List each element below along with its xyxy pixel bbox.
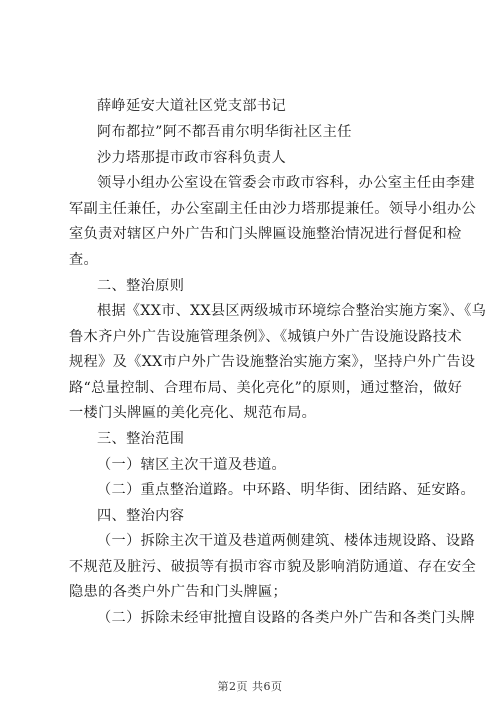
text-line: （二）拆除未经审批擅自设路的各类户外广告和各类门头牌 [97, 610, 475, 626]
text-line: 领导小组办公室设在管委会市政市容科，办公室主任由李建 [97, 175, 475, 191]
text-line: （一）辖区主次干道及巷道。 [97, 457, 286, 473]
text-line: 查。 [69, 252, 99, 268]
text-line: 阿布都拉”阿不都吾甫尔明华街社区主任 [97, 124, 352, 140]
section-heading: 四、整治内容 [97, 508, 185, 524]
text-line: 隐患的各类户外广告和门头牌匾； [69, 584, 288, 600]
text-line: （一）拆除主次干道及巷道两侧建筑、楼体违规设路、设路 [97, 533, 475, 549]
text-line: 根据《XX市、XX县区两级城市环境综合整治实施方案》、《乌 [97, 303, 487, 319]
text-line: 路“总量控制、合理布局、美化亮化”的原则，通过整治，做好 [69, 380, 463, 396]
text-line: 薛峥延安大道社区党支部书记 [97, 98, 286, 114]
section-heading: 三、整治范围 [97, 431, 185, 447]
section-heading: 二、整治原则 [97, 278, 185, 294]
text-line: 一楼门头牌匾的美化亮化、规范布局。 [69, 405, 317, 421]
text-line: 室负责对辖区户外广告和门头牌匾设施整治情况进行督促和检 [69, 226, 462, 242]
text-line: 规程》及《XX市户外广告设施整治实施方案》，坚持户外广告设 [69, 354, 476, 370]
text-line: 军副主任兼任，办公室副主任由沙力塔那提兼任。领导小组办公 [69, 201, 477, 217]
text-line: 沙力塔那提市政市容科负责人 [97, 150, 286, 166]
text-line: 不规范及脏污、破损等有损市容市貌及影响消防通道、存在安全 [69, 559, 477, 575]
page-number-footer: 第2页 共6页 [217, 680, 283, 693]
text-line: 鲁木齐户外广告设施管理条例》、《城镇户外广告设施设路技术 [69, 329, 462, 345]
text-line: （二）重点整治道路。中环路、明华街、团结路、延安路。 [97, 482, 475, 498]
